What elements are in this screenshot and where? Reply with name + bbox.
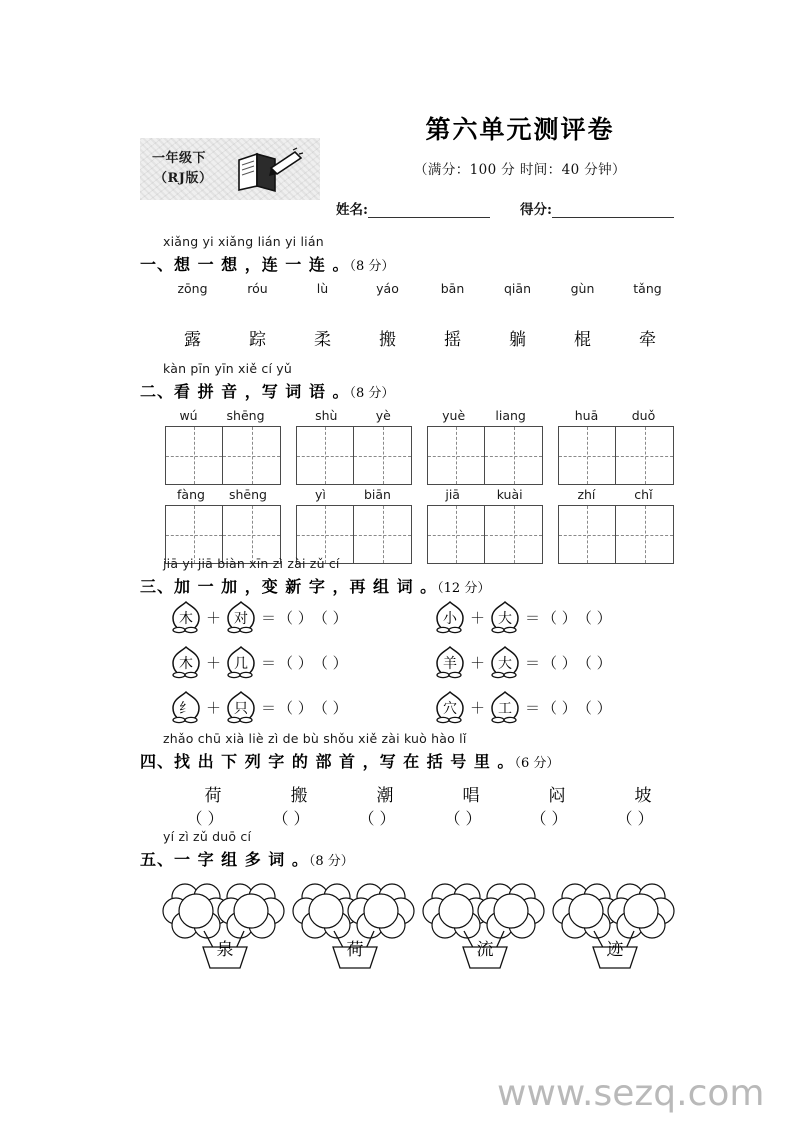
tzg-cell[interactable] xyxy=(428,506,485,563)
s3-l2-answer-2[interactable]: （ ） xyxy=(312,698,348,717)
flower-group-1[interactable] xyxy=(290,875,420,970)
s2-r2-p3-b: chǐ xyxy=(634,487,653,502)
tzg-cell[interactable] xyxy=(485,506,542,563)
s2-r2-p2-a: jiā xyxy=(445,487,460,502)
s1-char-3[interactable]: 搬 xyxy=(379,330,396,350)
score-label: 得分: xyxy=(520,202,552,218)
peach-shape[interactable] xyxy=(488,645,522,679)
s4-char-1: 搬 xyxy=(290,786,308,806)
s3-r2-answer-1[interactable]: （ ） xyxy=(542,698,577,717)
section-5-index: 五、 xyxy=(140,850,175,869)
section-2-index: 二、 xyxy=(140,382,175,401)
s2-r1-label-0 xyxy=(165,408,279,423)
section-4-pinyin-head: zhǎo chū xià liè zì de bù shǒu xiě zài kuò hào lǐ xyxy=(163,731,467,746)
s3-r2-char-b: 工 xyxy=(498,701,513,717)
plus-sign: ＋ xyxy=(206,608,222,627)
s5-pot-char-3: 迹 xyxy=(606,940,624,960)
section-3-index: 三、 xyxy=(140,577,175,596)
s4-char-5: 坡 xyxy=(634,786,652,806)
peach-shape[interactable] xyxy=(433,645,467,679)
s2-r1-grid-3[interactable] xyxy=(558,426,674,485)
section-4-answer-row xyxy=(162,806,682,829)
s2-r1-grid-0[interactable] xyxy=(165,426,281,485)
s3-r0-char-a: 小 xyxy=(443,611,457,627)
section-4-index: 四、 xyxy=(140,752,175,771)
section-1-heading xyxy=(140,252,394,275)
s2-r1-label-2 xyxy=(427,408,541,423)
s3-l2-char-b: 只 xyxy=(234,701,249,717)
s3-l2-answer-1[interactable]: （ ） xyxy=(278,698,313,717)
s3-l0-char-b: 对 xyxy=(234,611,249,627)
section-2-points: （8 分） xyxy=(349,386,395,401)
s3-l1-answer-2[interactable]: （ ） xyxy=(312,653,348,672)
flower-group-2[interactable] xyxy=(420,875,550,970)
s1-pinyin-5: qiān xyxy=(504,281,531,296)
s5-pot-char-1: 荷 xyxy=(346,940,364,960)
paper-subtitle: （满分：100 分 时间：40 分钟） xyxy=(414,162,626,178)
s3-equation-right-2 xyxy=(432,690,612,724)
paper-header xyxy=(140,110,700,230)
section-2-title: 看 拼 音 ，写 词 语 。 xyxy=(174,382,350,401)
score-input-rule[interactable] xyxy=(552,204,674,218)
tzg-cell[interactable] xyxy=(166,506,223,563)
s4-answer-4[interactable]: （ ） xyxy=(530,809,568,828)
name-input-rule[interactable] xyxy=(368,204,490,218)
s2-r1-p1-a: shù xyxy=(315,408,338,423)
s2-r1-p3-a: huā xyxy=(574,408,599,423)
score-field-group xyxy=(520,198,674,218)
book-pencil-icon xyxy=(235,146,305,194)
section-1-points: （8 分） xyxy=(349,259,395,274)
s4-answer-2[interactable]: （ ） xyxy=(358,809,396,828)
equals-sign: ＝ xyxy=(261,608,277,627)
s4-char-0: 荷 xyxy=(204,786,222,806)
section-1-title: 想 一 想 ，连 一 连 。 xyxy=(174,255,350,274)
s2-r1-label-1 xyxy=(296,408,410,423)
tzg-cell[interactable] xyxy=(559,506,616,563)
s3-l1-char-b: 几 xyxy=(234,656,249,672)
s3-equation-right-1 xyxy=(432,645,612,679)
section-5-pinyin-head: yí zì zǔ duō cí xyxy=(163,829,252,844)
section-4-points: （6 分） xyxy=(514,756,560,771)
peach-shape[interactable] xyxy=(433,690,467,724)
section-2-heading xyxy=(140,379,394,402)
grade-badge xyxy=(140,138,320,200)
s2-r2-p3-a: zhí xyxy=(577,487,596,502)
tzg-cell[interactable] xyxy=(354,427,411,484)
name-field-group xyxy=(336,198,490,218)
s3-r1-char-b: 大 xyxy=(498,656,513,672)
s2-r2-p1-a: yì xyxy=(315,487,326,502)
tzg-cell[interactable] xyxy=(354,506,411,563)
s3-r0-char-b: 大 xyxy=(498,611,513,627)
s1-pinyin-6: gùn xyxy=(570,281,595,296)
s2-r1-p1-b: yè xyxy=(375,408,391,423)
plus-sign: ＋ xyxy=(470,608,486,627)
s3-r1-answer-2[interactable]: （ ） xyxy=(576,653,612,672)
s1-pinyin-3: yáo xyxy=(376,281,399,296)
s1-pinyin-4: bān xyxy=(440,281,465,296)
s1-char-5[interactable]: 躺 xyxy=(509,330,526,350)
s2-r2-label-0 xyxy=(165,487,279,502)
s2-r2-p1-b: biān xyxy=(363,487,391,502)
section-4-title: 找 出 下 列 字 的 部 首 ，写 在 括 号 里 。 xyxy=(174,752,515,771)
section-3-pinyin-head: jiā yi jiā biàn xīn zì zài zǔ cí xyxy=(163,556,340,571)
equals-sign: ＝ xyxy=(525,653,541,672)
flower-group-3[interactable] xyxy=(550,875,680,970)
s2-r2-p2-b: kuài xyxy=(496,487,523,502)
s1-pinyin-7: tǎng xyxy=(633,281,662,296)
s3-l2-char-a: 纟 xyxy=(179,701,193,717)
s1-char-0[interactable]: 露 xyxy=(184,330,201,350)
s4-answer-3[interactable]: （ ） xyxy=(444,809,482,828)
equals-sign: ＝ xyxy=(261,698,277,717)
s3-r1-answer-1[interactable]: （ ） xyxy=(542,653,577,672)
grade-level-line1: 一年级下 xyxy=(152,150,207,166)
s1-char-7[interactable]: 牵 xyxy=(639,330,656,350)
site-watermark: www.sezq.com xyxy=(497,1073,765,1114)
student-info-line xyxy=(336,198,736,222)
s1-pinyin-2: lù xyxy=(316,281,329,296)
tzg-cell[interactable] xyxy=(223,427,280,484)
peach-shape[interactable] xyxy=(224,645,258,679)
s5-pot-char-2: 流 xyxy=(476,940,494,960)
s2-r1-label-3 xyxy=(558,408,672,423)
section-4-heading xyxy=(140,749,559,772)
tzg-cell[interactable] xyxy=(616,506,673,563)
peach-shape[interactable] xyxy=(488,600,522,634)
section-1-pinyin-row xyxy=(160,281,680,296)
s5-pot-char-0: 泉 xyxy=(216,940,234,960)
peach-shape[interactable] xyxy=(224,690,258,724)
s3-r0-answer-2[interactable]: （ ） xyxy=(576,608,612,627)
s3-l0-answer-2[interactable]: （ ） xyxy=(312,608,348,627)
tzg-cell[interactable] xyxy=(297,506,354,563)
s3-r2-answer-2[interactable]: （ ） xyxy=(576,698,612,717)
s2-r1-p0-b: shēng xyxy=(226,408,265,423)
page-title: 第六单元测评卷 xyxy=(425,115,615,144)
peach-shape[interactable] xyxy=(488,690,522,724)
tzg-cell[interactable] xyxy=(485,427,542,484)
peach-shape[interactable] xyxy=(169,645,203,679)
s3-l0-answer-1[interactable]: （ ） xyxy=(278,608,313,627)
s2-r2-label-2 xyxy=(427,487,541,502)
s3-r0-answer-1[interactable]: （ ） xyxy=(542,608,577,627)
peach-shape[interactable] xyxy=(433,600,467,634)
tzg-cell[interactable] xyxy=(166,427,223,484)
section-5-title: 一 字 组 多 词 。 xyxy=(174,850,309,869)
s2-r2-label-1 xyxy=(296,487,410,502)
equals-sign: ＝ xyxy=(261,653,277,672)
s2-r2-grid-3[interactable] xyxy=(558,505,674,564)
s1-char-4[interactable]: 摇 xyxy=(444,330,461,350)
s2-r2-grid-2[interactable] xyxy=(427,505,543,564)
peach-shape[interactable] xyxy=(169,600,203,634)
s3-equation-left-2 xyxy=(168,690,348,724)
section-5-heading xyxy=(140,847,354,870)
s2-r2-label-3 xyxy=(558,487,672,502)
s2-r1-p2-a: yuè xyxy=(442,408,466,423)
plus-sign: ＋ xyxy=(470,698,486,717)
section-5-points: （8 分） xyxy=(308,854,354,869)
section-3-points: （12 分） xyxy=(437,581,491,596)
tzg-cell[interactable] xyxy=(616,427,673,484)
s4-char-4: 闷 xyxy=(548,786,566,806)
s3-l1-answer-1[interactable]: （ ） xyxy=(278,653,313,672)
s4-answer-1[interactable]: （ ） xyxy=(272,809,310,828)
s4-char-3: 唱 xyxy=(462,786,480,806)
s4-char-2: 潮 xyxy=(376,786,394,806)
plus-sign: ＋ xyxy=(206,698,222,717)
section-1-char-row xyxy=(160,325,680,350)
peach-shape[interactable] xyxy=(169,690,203,724)
s3-equation-left-0 xyxy=(168,600,348,634)
s1-char-6[interactable]: 棍 xyxy=(574,330,591,350)
s1-char-1[interactable]: 踪 xyxy=(249,330,266,350)
s2-r1-grid-1[interactable] xyxy=(296,426,412,485)
s3-l0-char-a: 木 xyxy=(179,611,193,627)
section-3-heading xyxy=(140,574,490,597)
s2-r1-p2-b: liang xyxy=(495,408,526,423)
s3-equation-left-1 xyxy=(168,645,348,679)
equals-sign: ＝ xyxy=(525,698,541,717)
s2-r1-p0-a: wú xyxy=(179,408,198,423)
plus-sign: ＋ xyxy=(470,653,486,672)
equals-sign: ＝ xyxy=(525,608,541,627)
plus-sign: ＋ xyxy=(206,653,222,672)
section-4-char-row xyxy=(170,781,690,806)
s2-r1-grid-2[interactable] xyxy=(427,426,543,485)
tzg-cell[interactable] xyxy=(428,427,485,484)
peach-shape[interactable] xyxy=(224,600,258,634)
s1-pinyin-0: zōng xyxy=(177,281,208,296)
s3-equation-right-0 xyxy=(432,600,612,634)
section-1-pinyin-head: xiǎng yi xiǎng lián yi lián xyxy=(163,234,324,249)
name-label: 姓名: xyxy=(336,202,368,218)
section-1-index: 一、 xyxy=(140,255,175,274)
s3-l1-char-a: 木 xyxy=(179,656,193,672)
tzg-cell[interactable] xyxy=(559,427,616,484)
s1-pinyin-1: róu xyxy=(247,281,268,296)
flower-group-0[interactable] xyxy=(160,875,290,970)
s3-r2-char-a: 穴 xyxy=(443,701,457,717)
s2-r1-p3-b: duǒ xyxy=(631,408,656,423)
s4-answer-0[interactable]: （ ） xyxy=(186,809,224,828)
tzg-cell[interactable] xyxy=(223,506,280,563)
s2-r2-p0-b: shēng xyxy=(228,487,267,502)
section-2-pinyin-head: kàn pīn yīn xiě cí yǔ xyxy=(163,361,293,376)
grade-edition-line2: （RJ版） xyxy=(154,171,213,186)
tzg-cell[interactable] xyxy=(297,427,354,484)
s1-char-2[interactable]: 柔 xyxy=(314,330,331,350)
section-3-title: 加 一 加 ，变 新 字 ，再 组 词 。 xyxy=(174,577,438,596)
s4-answer-5[interactable]: （ ） xyxy=(616,809,654,828)
s3-r1-char-a: 羊 xyxy=(443,656,457,672)
s2-r2-p0-a: fàng xyxy=(177,487,205,502)
